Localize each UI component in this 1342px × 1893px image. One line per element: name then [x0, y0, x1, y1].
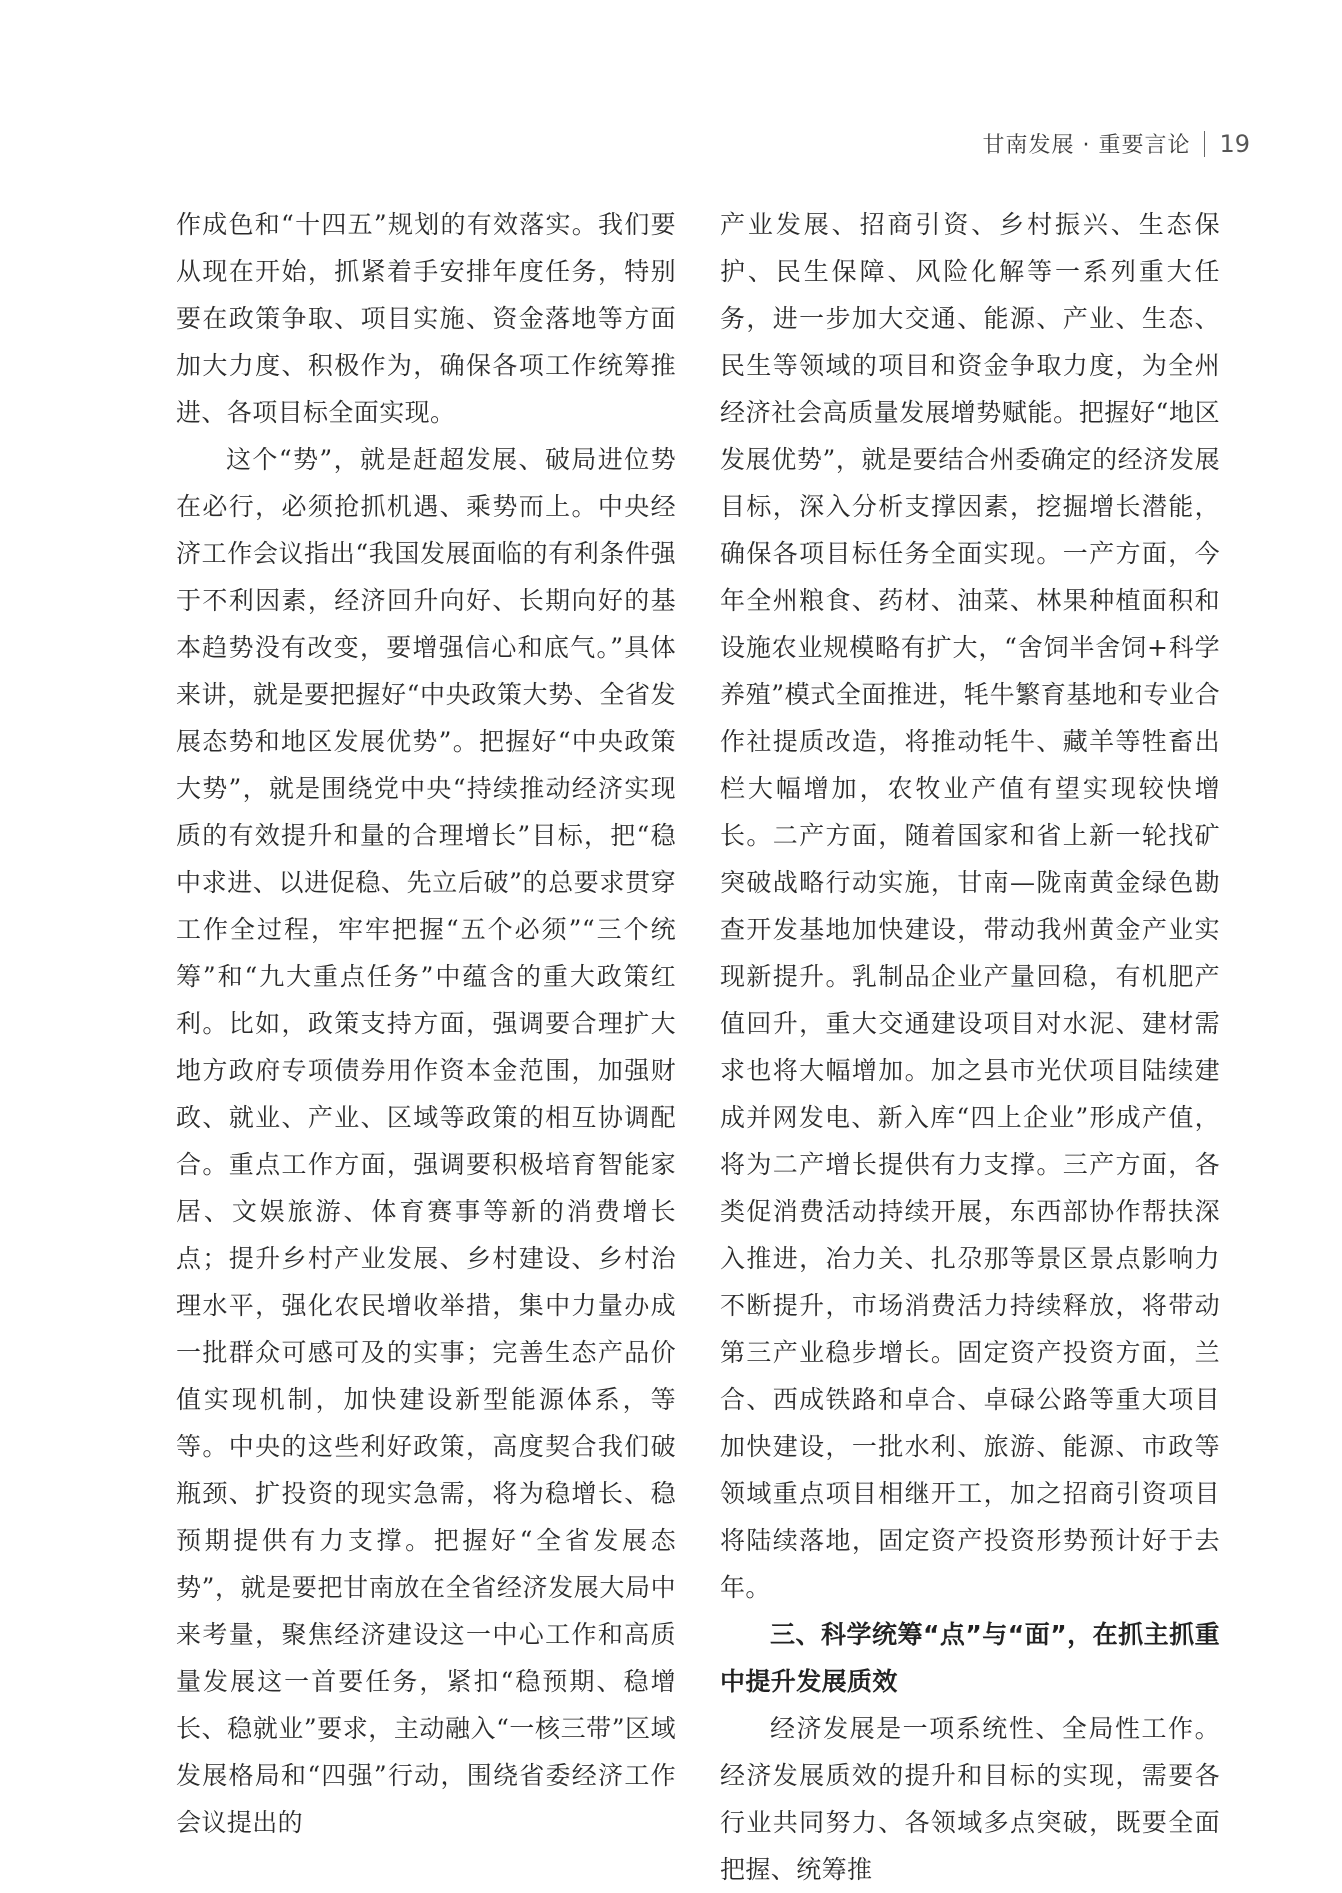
paragraph-economic-development: 经济发展是一项系统性、全局性工作。经济发展质效的提升和目标的实现，需要各行业共同努力、各领域多点突破，既要全面把握、统筹推	[720, 1714, 1220, 1884]
left-column	[176, 201, 676, 1846]
running-header	[982, 128, 1250, 159]
paragraph-continued-right: 产业发展、招商引资、乡村振兴、生态保护、民生保障、风险化解等一系列重大任务，进一步加大交通、能源、产业、生态、民生等领域的项目和资金争取力度，为全州经济社会高质量发展增势赋能。把握好“地区发展优势”，就是要结合州委确定的经济发展目标，深入分析支撑因素，挖掘增长潜能，确保各项目标任务全面实现。一产方面，今年全州粮食、药材、油菜、林果种植面积和设施农业规模略有扩大，“舍饲半舍饲+科学养殖”模式全面推进，牦牛繁育基地和专业合作社提质改造，将推动牦牛、藏羊等牲畜出栏大幅增加，农牧业产值有望实现较快增长。二产方面，随着国家和省上新一轮找矿突破战略行动实施，甘南—陇南黄金绿色勘查开发基地加快建设，带动我州黄金产业实现新提升。乳制品企业产量回稳，有机肥产值回升，重大交通建设项目对水泥、建材需求也将大幅增加。加之县市光伏项目陆续建成并网发电、新入库“四上企业”形成产值，将为二产增长提供有力支撑。三产方面，各类促消费活动持续开展，东西部协作帮扶深入推进，冶力关、扎尕那等景区景点影响力不断提升，市场消费活力持续释放，将带动第三产业稳步增长。固定资产投资方面，兰合、西成铁路和卓合、卓碌公路等重大项目加快建设，一批水利、旅游、能源、市政等领域重点项目相继开工，加之招商引资项目将陆续落地，固定资产投资形势预计好于去年。	[720, 210, 1220, 1602]
page-number: 19	[1219, 129, 1250, 158]
right-column	[720, 201, 1220, 1893]
paragraph-continued: 作成色和“十四五”规划的有效落实。我们要从现在开始，抓紧着手安排年度任务，特别要在政策争取、项目实施、资金落地等方面加大力度、积极作为，确保各项工作统筹推进、各项目标全面实现。	[176, 210, 676, 427]
section-heading: 三、科学统筹“点”与“面”，在抓主抓重中提升发展质效	[720, 1620, 1220, 1696]
paragraph-momentum: 这个“势”，就是赶超发展、破局进位势在必行，必须抢抓机遇、乘势而上。中央经济工作会议指出“我国发展面临的有利条件强于不利因素，经济回升向好、长期向好的基本趋势没有改变，要增强信心和底气。”具体来讲，就是要把握好“中央政策大势、全省发展态势和地区发展优势”。把握好“中央政策大势”，就是围绕党中央“持续推动经济实现质的有效提升和量的合理增长”目标，把“稳中求进、以进促稳、先立后破”的总要求贯穿工作全过程，牢牢把握“五个必须”“三个统筹”和“九大重点任务”中蕴含的重大政策红利。比如，政策支持方面，强调要合理扩大地方政府专项债券用作资本金范围，加强财政、就业、产业、区域等政策的相互协调配合。重点工作方面，强调要积极培育智能家居、文娱旅游、体育赛事等新的消费增长点；提升乡村产业发展、乡村建设、乡村治理水平，强化农民增收举措，集中力量办成一批群众可感可及的实事；完善生态产品价值实现机制，加快建设新型能源体系，等等。中央的这些利好政策，高度契合我们破瓶颈、扩投资的现实急需，将为稳增长、稳预期提供有力支撑。把握好“全省发展态势”，就是要把甘南放在全省经济发展大局中来考量，聚焦经济建设这一中心工作和高质量发展这一首要任务，紧扣“稳预期、稳增长、稳就业”要求，主动融入“一核三带”区域发展格局和“四强”行动，围绕省委经济工作会议提出的	[176, 445, 676, 1837]
header-divider	[1204, 131, 1205, 157]
section-title: 甘南发展 · 重要言论	[982, 133, 1191, 158]
